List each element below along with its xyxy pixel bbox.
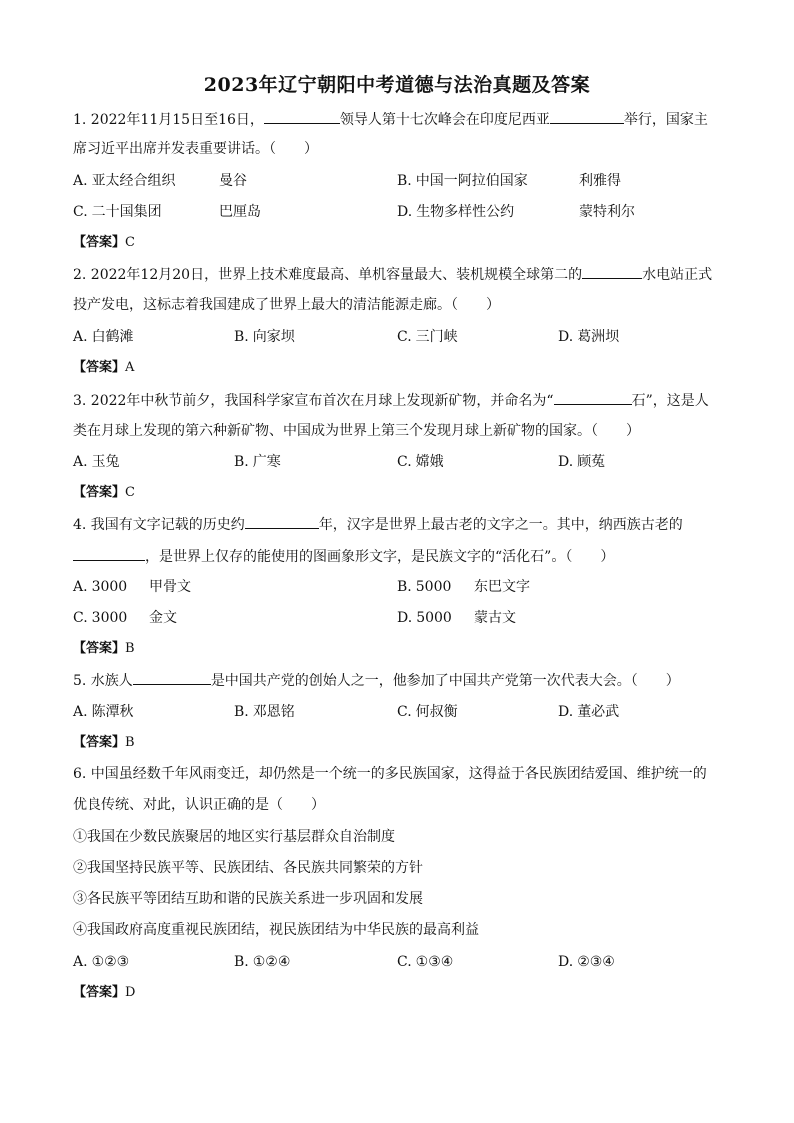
answer-1: 【答案】C — [73, 235, 135, 250]
option-d[interactable]: D. 葛洲坝 — [558, 329, 620, 345]
option-a[interactable]: A. 亚太经合组织 — [73, 173, 176, 189]
question-4-stem-line-2: ，是世界上仅存的能使用的图画象形文字，是民族文字的“活化石”。（ ） — [73, 546, 614, 567]
option-d[interactable]: D. 5000 — [397, 610, 452, 626]
option-b[interactable]: B. 5000 — [397, 579, 452, 595]
option-d[interactable]: D. 生物多样性公约 — [397, 204, 515, 220]
option-b[interactable]: B. 向家坝 — [234, 329, 295, 345]
option-a[interactable]: A. ①②③ — [73, 954, 130, 970]
question-3-stem-line-2: 类在月球上发现的第六种新矿物、中国成为世界上第三个发现月球上新矿物的国家。（ ） — [73, 423, 640, 439]
statement-1: ①我国在少数民族聚居的地区实行基层群众自治制度 — [73, 829, 395, 845]
option-d[interactable]: D. 顾菟 — [558, 454, 606, 470]
statement-3: ③各民族平等团结互助和谐的民族关系进一步巩固和发展 — [73, 891, 423, 907]
answer-blank — [582, 264, 642, 279]
question-4-stem-line-1: 4. 我国有文字记载的历史约 年，汉字是世界上最古老的文字之一。其中，纳西族古老的 — [73, 514, 683, 535]
option-d[interactable]: D. ②③④ — [558, 954, 615, 970]
answer-4: 【答案】B — [73, 641, 135, 656]
question-6-stem-line-1: 6. 中国虽经数千年风雨变迁，却仍然是一个统一的多民族国家，这得益于各民族团结爱国、维护统一的 — [73, 766, 707, 782]
page-title: 2023年辽宁朝阳中考道德与法治真题及答案 — [203, 74, 591, 96]
option-a[interactable]: A. 白鹤滩 — [73, 329, 134, 345]
answer-blank — [73, 546, 145, 561]
option-d-script: 蒙古文 — [474, 610, 516, 626]
option-b-place: 利雅得 — [579, 173, 621, 189]
question-1-stem-line-2: 席习近平出席并发表重要讲话。（ ） — [73, 141, 318, 157]
question-5-stem-line-1: 5. 水族人 是中国共产党的创始人之一，他参加了中国共产党第一次代表大会。（ ） — [73, 670, 680, 691]
option-c[interactable]: C. ①③④ — [397, 954, 454, 970]
answer-blank — [554, 390, 632, 405]
question-3-stem-line-1: 3. 2022年中秋节前夕，我国科学家宣布首次在月球上发现新矿物，并命名为“ 石”，这是人 — [73, 390, 709, 411]
option-b[interactable]: B. 广寒 — [234, 454, 281, 470]
option-a[interactable]: A. 玉兔 — [73, 454, 120, 470]
option-c[interactable]: C. 何叔衡 — [397, 704, 458, 720]
answer-blank — [264, 109, 340, 124]
option-b-script: 东巴文字 — [474, 579, 530, 595]
option-a[interactable]: A. 陈潭秋 — [73, 704, 134, 720]
option-a[interactable]: A. 3000 — [73, 579, 128, 595]
option-c-place: 巴厘岛 — [219, 204, 261, 220]
answer-5: 【答案】B — [73, 735, 135, 750]
option-d[interactable]: D. 董必武 — [558, 704, 620, 720]
option-c[interactable]: C. 3000 — [73, 610, 128, 626]
option-c[interactable]: C. 二十国集团 — [73, 204, 162, 220]
question-2-stem-line-2: 投产发电，这标志着我国建成了世界上最大的清洁能源走廊。（ ） — [73, 297, 500, 313]
option-b[interactable]: B. 中国一阿拉伯国家 — [397, 173, 528, 189]
question-1-stem-line-1: 1. 2022年11月15日至16日， 领导人第十七次峰会在印度尼西亚 举行，国家主 — [73, 109, 708, 130]
answer-blank — [550, 109, 624, 124]
option-a-script: 甲骨文 — [149, 579, 191, 595]
option-b[interactable]: B. ①②④ — [234, 954, 291, 970]
question-2-stem-line-1: 2. 2022年12月20日，世界上技术难度最高、单机容量最大、装机规模全球第二的 水电站正式 — [73, 264, 712, 285]
question-6-stem-line-2: 优良传统、对此，认识正确的是（ ） — [73, 797, 325, 813]
answer-6: 【答案】D — [73, 985, 136, 1000]
option-c[interactable]: C. 嫦娥 — [397, 454, 444, 470]
answer-2: 【答案】A — [73, 360, 135, 375]
option-b[interactable]: B. 邓恩铭 — [234, 704, 295, 720]
answer-blank — [133, 670, 211, 685]
option-a-place: 曼谷 — [219, 173, 247, 189]
option-c-script: 金文 — [149, 610, 177, 626]
option-d-place: 蒙特利尔 — [579, 204, 635, 220]
answer-3: 【答案】C — [73, 485, 135, 500]
answer-blank — [245, 514, 319, 529]
statement-4: ④我国政府高度重视民族团结，视民族团结为中华民族的最高利益 — [73, 922, 479, 938]
option-c[interactable]: C. 三门峡 — [397, 329, 458, 345]
statement-2: ②我国坚持民族平等、民族团结、各民族共同繁荣的方针 — [73, 860, 423, 876]
